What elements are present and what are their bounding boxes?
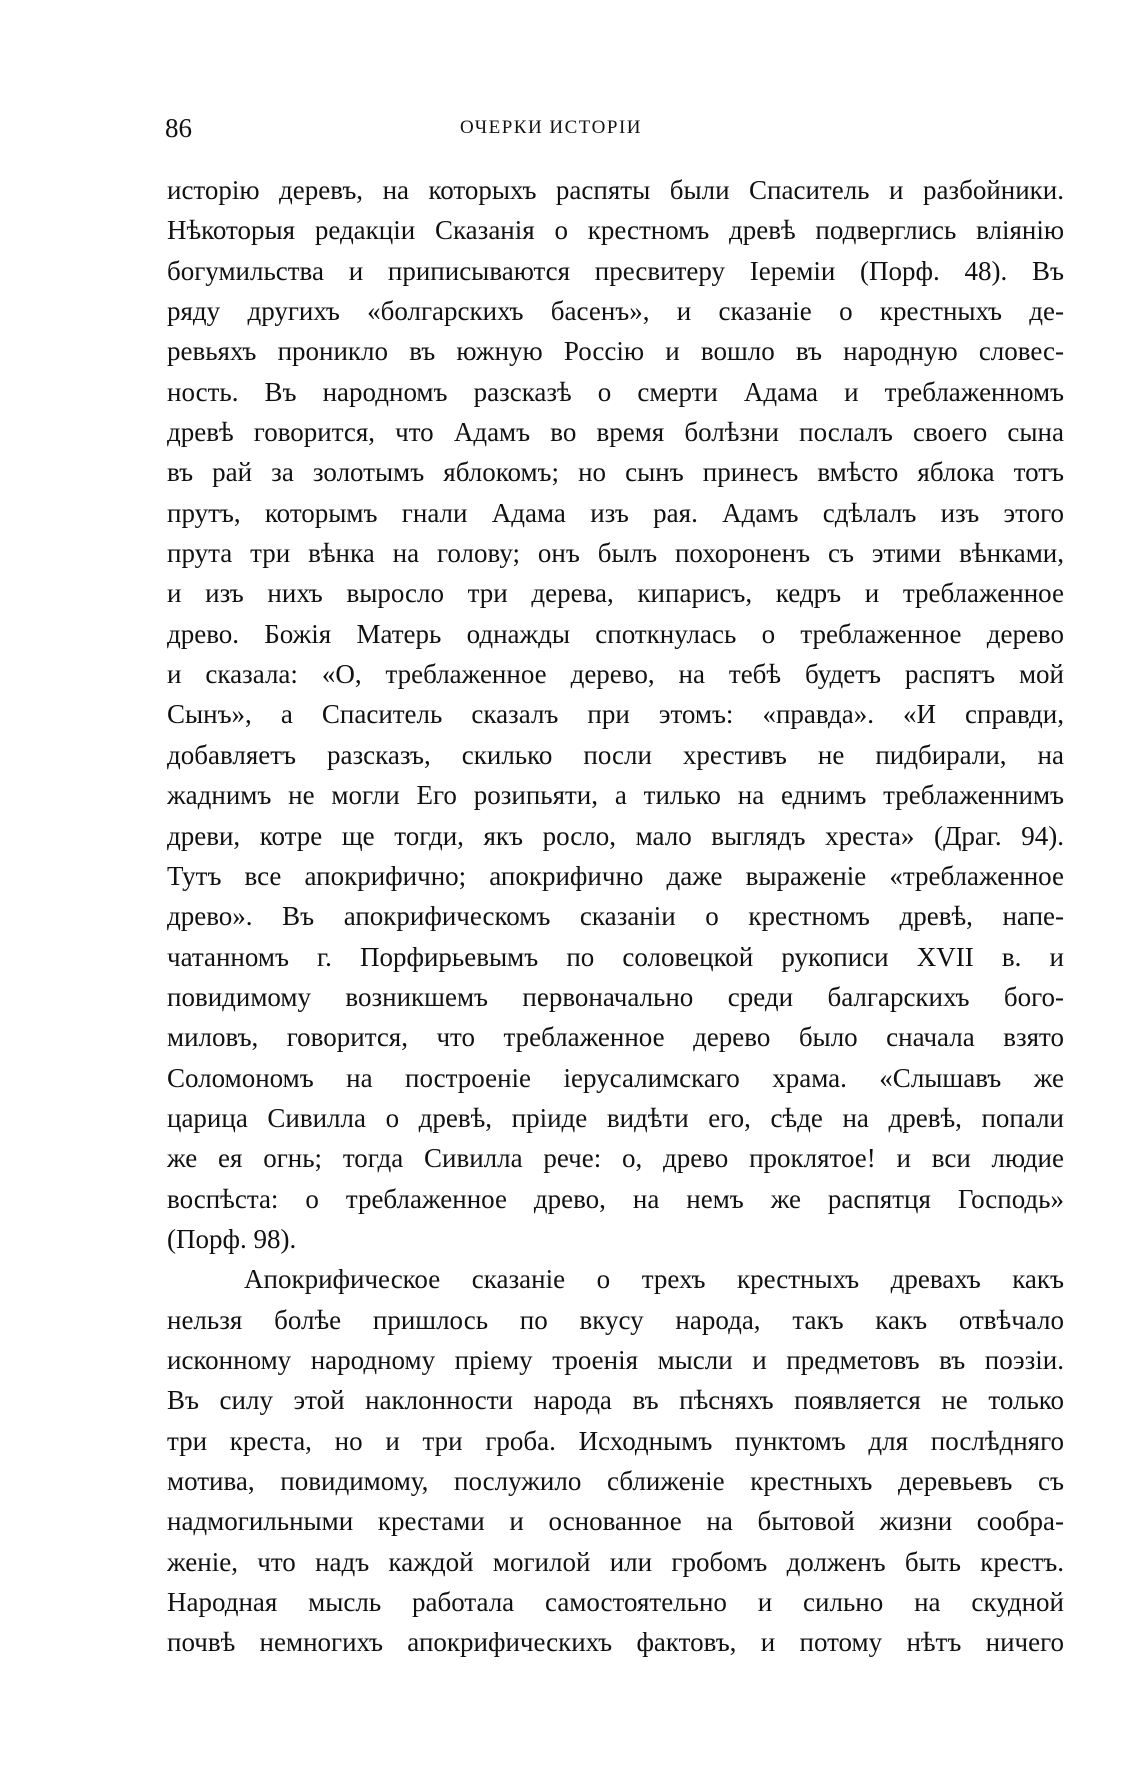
text-line-22: миловъ, говорится, что треблаженное дерево было сначала взято bbox=[167, 1022, 1064, 1053]
text-line-21: повидимому возникшемъ первоначально среди балгарскихъ бого- bbox=[167, 981, 1064, 1012]
text-line-11: и изъ нихъ выросло три дерева, кипарисъ, кедръ и треблаженное bbox=[167, 578, 1064, 609]
text-line-13: и сказала: «О, треблаженное дерево, на тебѣ будетъ распятъ мой bbox=[167, 659, 1064, 690]
text-line-29: нельзя болѣе пришлось по вкусу народа, такъ какъ отвѣчало bbox=[167, 1304, 1064, 1335]
text-line-25: же ея огнь; тогда Сивилла рече: о, древо проклятое! и вси людие bbox=[167, 1143, 1064, 1174]
text-line-5: ревьяхъ проникло въ южную Россію и вошло въ народную словес- bbox=[167, 336, 1064, 367]
text-line-12: древо. Божія Матерь однажды споткнулась о треблаженное дерево bbox=[167, 618, 1064, 649]
text-line-24: царица Сивилла о древѣ, пріиде видѣти его, сѣде на древѣ, попали bbox=[167, 1102, 1064, 1133]
text-line-34: надмогильными крестами и основанное на бытовой жизни сообра- bbox=[167, 1506, 1064, 1537]
text-line-18: Тутъ все апокрифично; апокрифично даже выраженіе «треблаженное bbox=[167, 860, 1064, 891]
text-line-26: воспѣста: о треблаженное древо, на немъ же распятця Господь» bbox=[167, 1183, 1064, 1214]
text-line-3: богумильства и приписываются пресвитеру Іереміи (Порф. 48). Въ bbox=[167, 255, 1064, 286]
text-line-20: чатанномъ г. Порфирьевымъ по соловецкой рукописи XVII в. и bbox=[167, 941, 1064, 972]
text-line-2: Нѣкоторыя редакціи Сказанія о крестномъ древѣ подверглись вліянію bbox=[167, 215, 1064, 246]
text-line-19: древо». Въ апокрифическомъ сказаніи о крестномъ древѣ, напе- bbox=[167, 901, 1064, 932]
text-line-32: три креста, но и три гроба. Исходнымъ пунктомъ для послѣдняго bbox=[167, 1425, 1064, 1456]
text-line-36: Народная мысль работала самостоятельно и сильно на скудной bbox=[167, 1587, 1064, 1618]
text-line-16: жаднимъ не могли Его розипьяти, а тилько на еднимъ треблаженнимъ bbox=[167, 780, 1064, 811]
text-line-33: мотива, повидимому, послужило сближеніе крестныхъ деревьевъ съ bbox=[167, 1466, 1064, 1496]
running-title: ОЧЕРКИ ИСТОРІИ bbox=[460, 117, 642, 138]
text-line-6: ность. Въ народномъ разсказѣ о смерти Адама и треблаженномъ bbox=[167, 376, 1064, 407]
text-line-28: Апокрифическое сказаніе о трехъ крестныхъ древахъ какъ bbox=[244, 1264, 1064, 1295]
text-line-14: Сынъ», а Спаситель сказалъ при этомъ: «правда». «И справди, bbox=[167, 699, 1064, 730]
text-block bbox=[167, 170, 1064, 1663]
text-line-10: прута три вѣнка на голову; онъ былъ похороненъ съ этими вѣнками, bbox=[167, 538, 1064, 569]
text-line-8: въ рай за золотымъ яблокомъ; но сынъ принесъ вмѣсто яблока тотъ bbox=[167, 457, 1064, 488]
text-line-17: древи, котре ще тогди, якъ росло, мало выглядъ хреста» (Драг. 94). bbox=[167, 820, 1064, 851]
text-line-27: (Порф. 98). bbox=[167, 1223, 297, 1254]
page-number: 86 bbox=[165, 113, 192, 143]
text-line-7: древѣ говорится, что Адамъ во время болѣзни послалъ своего сына bbox=[167, 417, 1064, 448]
text-line-30: исконному народному пріему троенія мысли и предметовъ въ поэзіи. bbox=[167, 1344, 1064, 1375]
text-line-35: женіе, что надъ каждой могилой или гробомъ долженъ быть крестъ. bbox=[167, 1546, 1064, 1577]
text-line-15: добавляетъ разсказъ, скилько посли хрестивъ не пидбирали, на bbox=[167, 739, 1064, 770]
text-line-31: Въ силу этой наклонности народа въ пѣсняхъ появляется не только bbox=[167, 1385, 1064, 1416]
text-line-37: почвѣ немногихъ апокрифическихъ фактовъ, и потому нѣтъ ничего bbox=[167, 1627, 1064, 1658]
text-line-9: прутъ, которымъ гнали Адама изъ рая. Адамъ сдѣлалъ изъ этого bbox=[167, 497, 1064, 528]
text-line-4: ряду другихъ «болгарскихъ басенъ», и сказаніе о крестныхъ де- bbox=[167, 296, 1064, 327]
text-line-1: исторію деревъ, на которыхъ распяты были Спаситель и разбойники. bbox=[167, 175, 1064, 205]
text-line-23: Соломономъ на построеніе іерусалимскаго храма. «Слышавъ же bbox=[167, 1062, 1064, 1093]
